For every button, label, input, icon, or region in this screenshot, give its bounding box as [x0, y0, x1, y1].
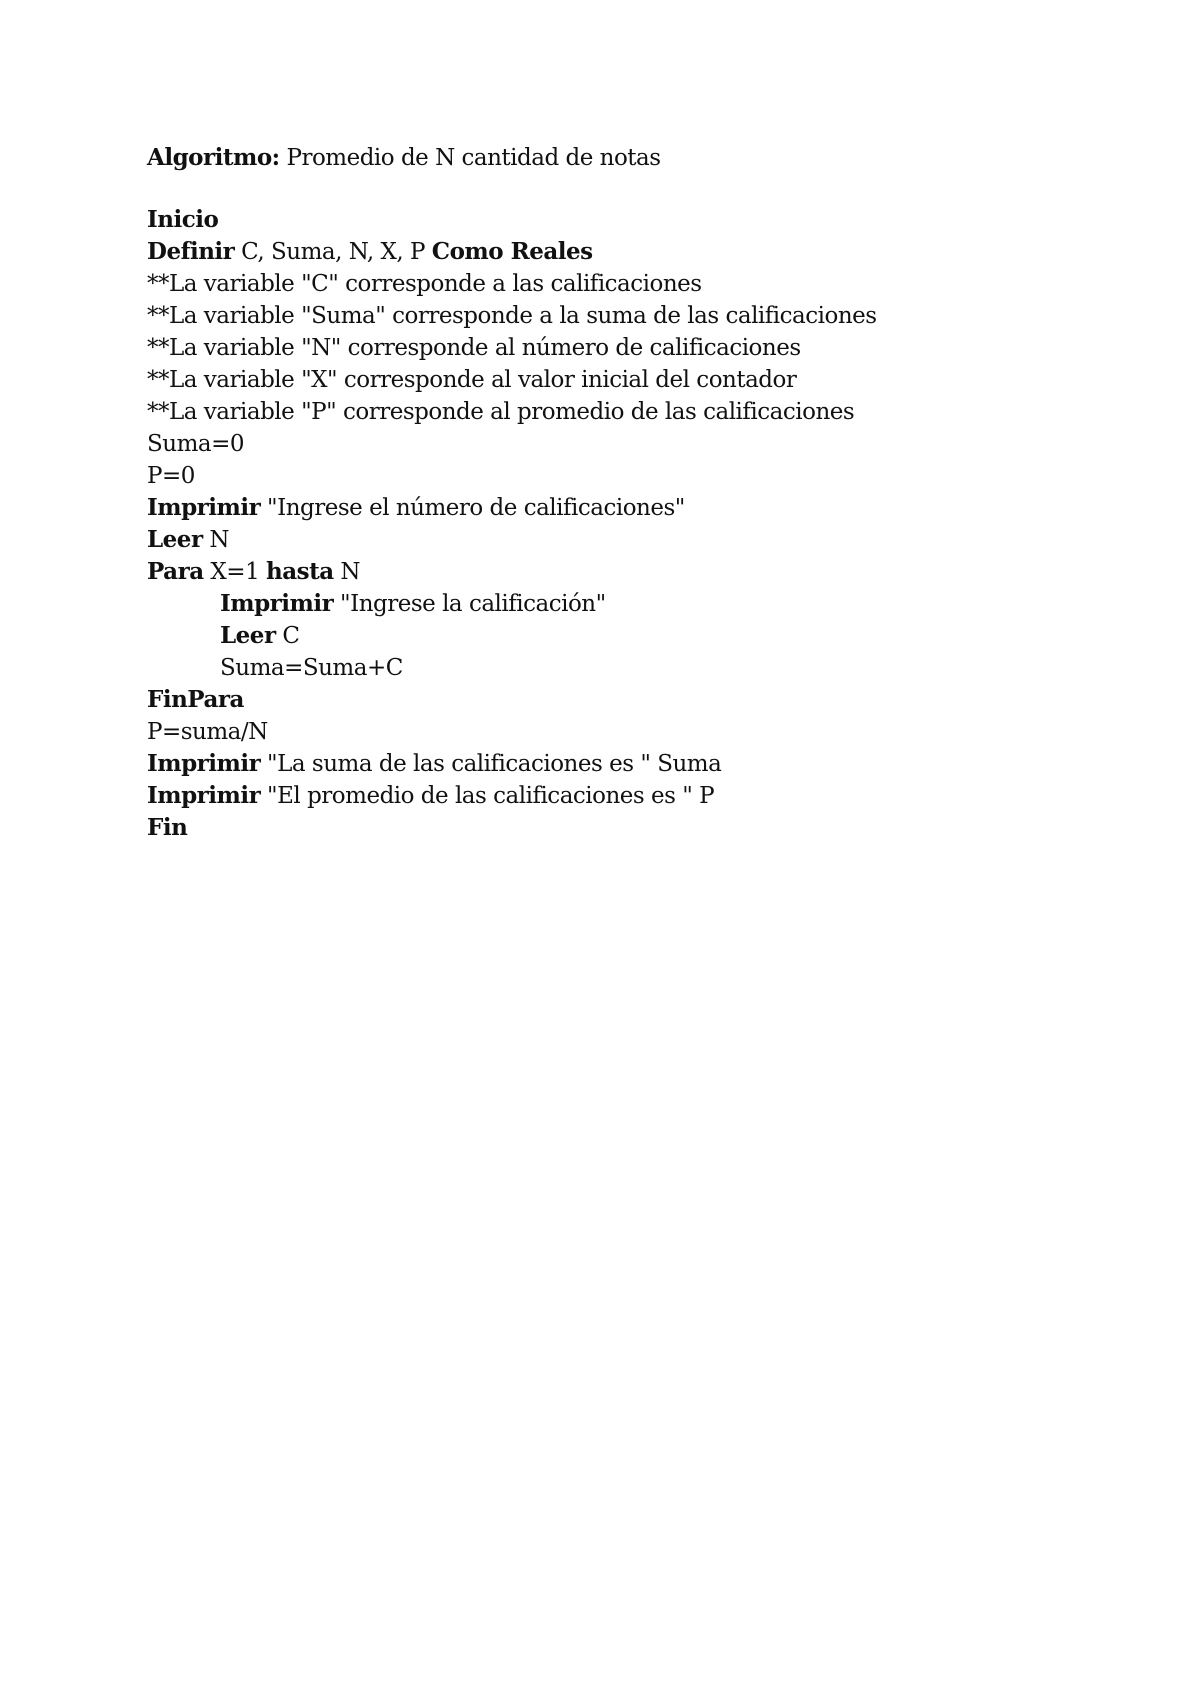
loop-leer-keyword: Leer: [220, 622, 276, 649]
hasta-keyword: hasta: [266, 558, 334, 585]
loop-sum-line: Suma=Suma+C: [220, 655, 403, 681]
comment-n: **La variable "N" corresponde al número de calificaciones: [147, 335, 801, 361]
comment-p: **La variable "P" corresponde al promedio de las calificaciones: [147, 399, 855, 425]
imprimir-n-text: "Ingrese el número de calificaciones": [260, 495, 685, 521]
loop-leer-line: [147, 620, 1147, 652]
imprimir-keyword: Imprimir: [147, 494, 261, 521]
para-limit: N: [333, 559, 361, 585]
comment-x: **La variable "X" corresponde al valor inicial del contador: [147, 367, 797, 393]
fin-line: Fin: [147, 814, 188, 841]
title-text: Promedio de N cantidad de notas: [279, 145, 661, 171]
pseudocode-block: [147, 142, 1147, 844]
loop-leer-text: C: [275, 623, 300, 649]
finpara-line: FinPara: [147, 686, 244, 713]
imprimir-prom-text: "El promedio de las calificaciones es " P: [260, 783, 715, 809]
leer-n-line: [147, 524, 1147, 556]
comment-suma: **La variable "Suma" corresponde a la suma de las calificaciones: [147, 303, 877, 329]
imprimir-prom-line: [147, 780, 1147, 812]
para-init: X=1: [203, 559, 267, 585]
inicio-line: Inicio: [147, 206, 219, 233]
loop-imprimir-text: "Ingrese la calificación": [333, 591, 606, 617]
imprimir-prom-keyword: Imprimir: [147, 782, 261, 809]
para-keyword: Para: [147, 558, 204, 585]
definir-line: [147, 236, 1147, 268]
loop-imprimir-keyword: Imprimir: [220, 590, 334, 617]
definir-vars: C, Suma, N, X, P: [234, 239, 432, 265]
loop-imprimir-line: [147, 588, 1147, 620]
p-init-line: P=0: [147, 463, 195, 489]
para-line: [147, 556, 1147, 588]
imprimir-suma-text: "La suma de las calificaciones es " Suma: [260, 751, 722, 777]
p-calc-line: P=suma/N: [147, 719, 268, 745]
algorithm-title: [147, 142, 1147, 174]
blank-line: [147, 174, 1147, 204]
imprimir-suma-keyword: Imprimir: [147, 750, 261, 777]
imprimir-n-line: [147, 492, 1147, 524]
definir-type: Como Reales: [431, 238, 593, 265]
definir-keyword: Definir: [147, 238, 235, 265]
leer-n-text: N: [202, 527, 229, 553]
comment-c: **La variable "C" corresponde a las calificaciones: [147, 271, 702, 297]
leer-keyword: Leer: [147, 526, 203, 553]
title-label: Algoritmo:: [147, 144, 280, 171]
suma-init-line: Suma=0: [147, 431, 244, 457]
imprimir-suma-line: [147, 748, 1147, 780]
